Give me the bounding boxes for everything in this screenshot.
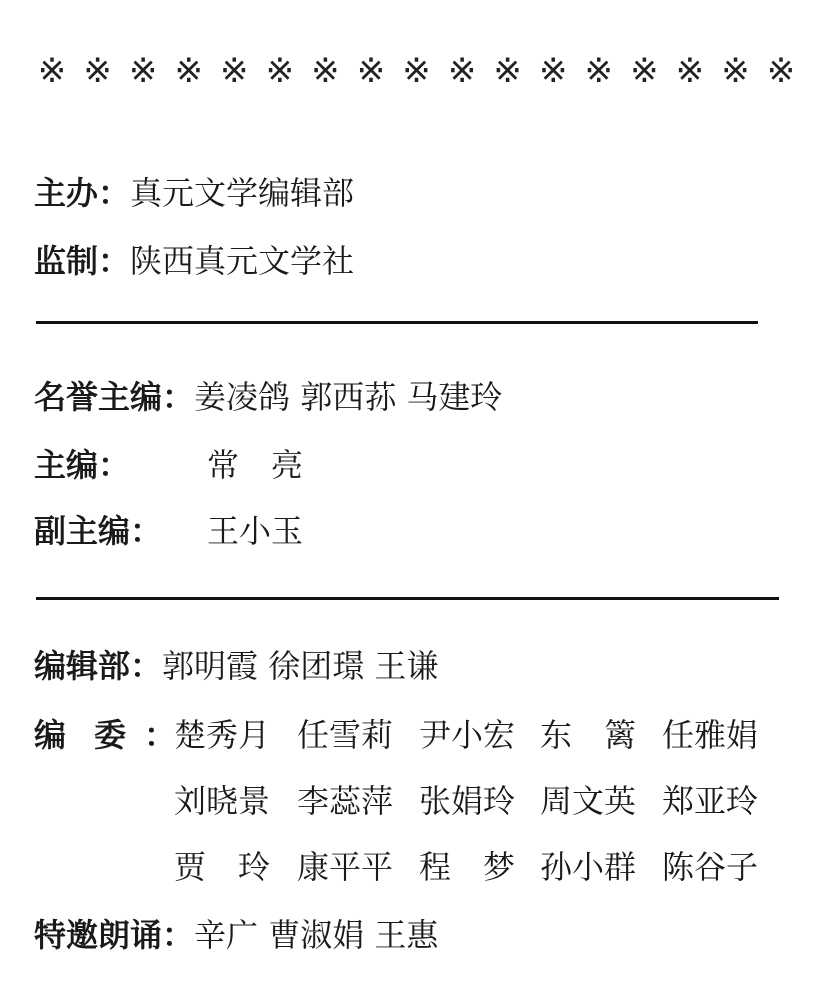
reference-mark-symbol: ※ [447,51,477,91]
reference-mark-symbol: ※ [37,51,67,91]
committee-member: 贾 玲 [174,848,271,886]
reference-mark-symbol: ※ [265,51,295,91]
committee-member: 李蕊萍 [297,782,394,820]
divider-line [36,597,779,600]
reference-mark-symbol: ※ [174,51,203,91]
committee-member: 任雪莉 [297,716,394,754]
reference-mark-symbol: ※ [311,51,340,91]
editorial-dept-value: 郭明霞 徐团璟 王谦 [162,647,439,685]
supervisor-line [34,239,354,283]
supervisor-label: 监制： [34,242,131,280]
deputy-editor-value: 王小玉 [207,512,304,550]
reference-mark-symbol: ※ [584,51,613,91]
chief-editor-value: 常 亮 [207,446,304,484]
reference-mark-symbol: ※ [402,51,431,91]
organizer-label: 主办： [34,174,131,212]
reference-mark-symbol: ※ [630,51,659,91]
reference-mark-symbol: ※ [128,51,158,91]
committee-member: 周文英 [540,782,637,820]
organizer-value: 真元文学编辑部 [130,174,355,212]
honorary-editors-label: 名誉主编： [34,378,195,416]
chief-editor-line [34,443,130,487]
reference-mark-symbol: ※ [766,51,796,91]
reference-mark-symbol: ※ [83,51,112,91]
committee-member: 刘晓景 [174,782,271,820]
chief-editor-label: 主编： [34,446,131,484]
committee-member: 孙小群 [540,848,637,886]
committee-member: 任雅娟 [662,716,759,754]
reference-mark-symbol: ※ [538,51,568,91]
divider-line [36,321,758,324]
honorary-editors-value: 姜凌鸽 郭西荪 马建玲 [194,378,503,416]
committee-member: 东 篱 [540,716,637,754]
reference-mark-symbol: ※ [220,51,249,91]
committee-label-char: 委 [94,716,127,754]
committee-member: 康平平 [297,848,394,886]
deputy-editor-label: 副主编： [34,512,163,550]
committee-member: 张娟玲 [419,782,516,820]
reference-mark-symbol: ※ [675,51,705,91]
committee-member: 尹小宏 [419,716,516,754]
chief-editor-value-wrap [207,443,303,487]
deputy-editor-value-wrap [207,509,303,553]
deputy-editor-line [34,509,162,553]
reference-mark-symbol: ※ [721,51,750,91]
committee-colon: ： [144,716,177,754]
editorial-dept-line [34,644,438,688]
committee-label-char: 编 [34,716,67,754]
committee-member: 郑亚玲 [662,782,759,820]
committee-member: 陈谷子 [662,848,759,886]
committee-member: 楚秀月 [174,716,271,754]
guest-readers-label: 特邀朗诵： [34,916,195,954]
reference-mark-symbol: ※ [493,51,522,91]
reference-mark-symbol: ※ [356,51,386,91]
guest-readers-line [34,913,438,957]
editorial-dept-label: 编辑部： [34,647,163,685]
honorary-editors-line [34,375,502,419]
committee-member: 程 梦 [419,848,516,886]
organizer-line [34,171,354,215]
guest-readers-value: 辛广 曹淑娟 王惠 [194,916,439,954]
supervisor-value: 陕西真元文学社 [130,242,355,280]
ornament-row [34,46,799,96]
